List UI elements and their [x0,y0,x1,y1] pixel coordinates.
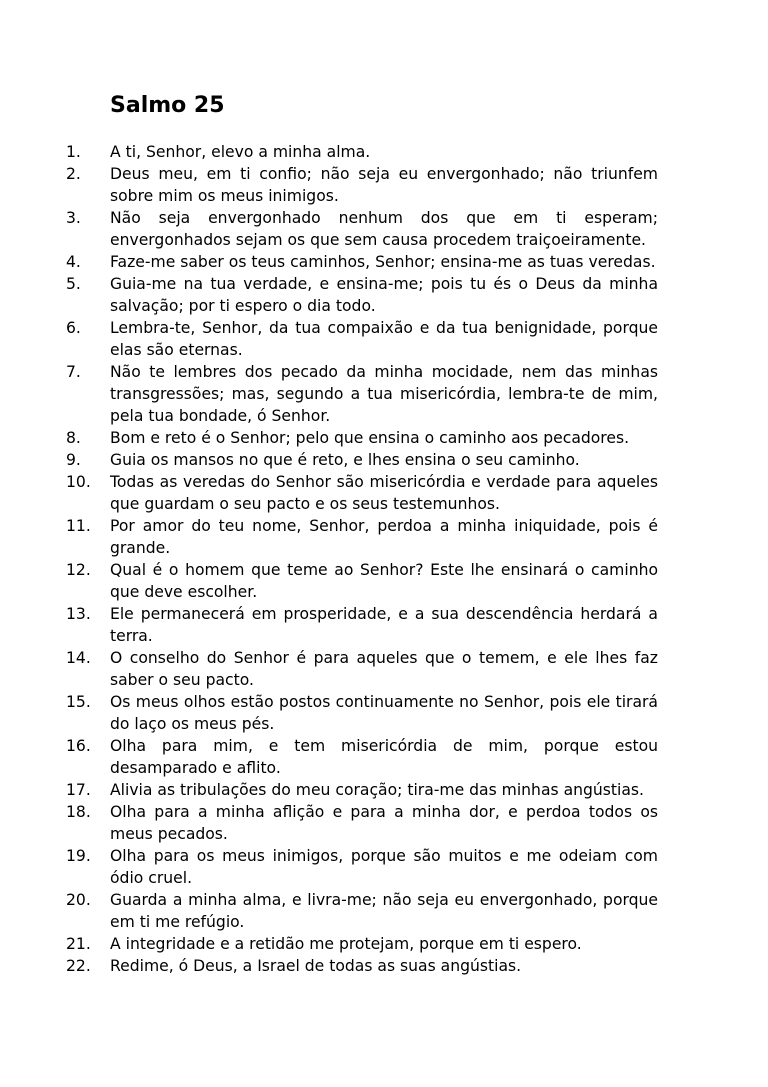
verse-text: Olha para a minha aflição e para a minha dor, e perdoa todos os meus pecados. [110,803,658,843]
verse-number: 9. [66,451,81,469]
verse-number: 20. [66,891,91,909]
verse-text: Bom e reto é o Senhor; pelo que ensina o caminho aos pecadores. [110,429,630,447]
verse-number: 18. [66,803,91,821]
verse-text: Não te lembres dos pecado da minha mocidade, nem das minhas transgressões; mas, segundo a tua misericórdia, lembra-te de mim, pela tua bondade, ó Senhor. [110,363,658,425]
verse-item [66,273,658,317]
verse-number: 12. [66,561,91,579]
verse-text: Guarda a minha alma, e livra-me; não seja eu envergonhado, porque em ti me refúgio. [110,891,658,931]
verse-number: 16. [66,737,91,755]
verse-item [66,449,658,471]
verse-text: Olha para mim, e tem misericórdia de mim, porque estou desamparado e aflito. [110,737,658,777]
verse-item [66,163,658,207]
verse-number: 21. [66,935,91,953]
verse-text: A ti, Senhor, elevo a minha alma. [110,143,371,161]
verse-item [66,141,658,163]
verse-item [66,515,658,559]
verse-text: Olha para os meus inimigos, porque são muitos e me odeiam com ódio cruel. [110,847,658,887]
verse-number: 15. [66,693,91,711]
verse-text: Deus meu, em ti confio; não seja eu envergonhado; não triunfem sobre mim os meus inimigos. [110,165,658,205]
verse-text: Alivia as tribulações do meu coração; tira-me das minhas angústias. [110,781,645,799]
verse-item [66,471,658,515]
verse-text: Os meus olhos estão postos continuamente no Senhor, pois ele tirará do laço os meus pés. [110,693,658,733]
verse-list [66,141,658,977]
verse-number: 2. [66,165,81,183]
verse-number: 8. [66,429,81,447]
verse-number: 17. [66,781,91,799]
verse-text: A integridade e a retidão me protejam, porque em ti espero. [110,935,582,953]
verse-item [66,647,658,691]
verse-text: Todas as veredas do Senhor são misericórdia e verdade para aqueles que guardam o seu pacto e os seus testemunhos. [110,473,658,513]
verse-item [66,559,658,603]
verse-item [66,427,658,449]
verse-number: 5. [66,275,81,293]
verse-item [66,691,658,735]
verse-number: 1. [66,143,81,161]
verse-text: O conselho do Senhor é para aqueles que o temem, e ele lhes faz saber o seu pacto. [110,649,658,689]
verse-item [66,845,658,889]
page-title: Salmo 25 [110,93,225,118]
verse-number: 13. [66,605,91,623]
verse-number: 14. [66,649,91,667]
verse-item [66,317,658,361]
verse-text: Qual é o homem que teme ao Senhor? Este lhe ensinará o caminho que deve escolher. [110,561,658,601]
verse-text: Guia-me na tua verdade, e ensina-me; pois tu és o Deus da minha salvação; por ti espero o dia todo. [110,275,658,315]
verse-item [66,889,658,933]
verse-text: Por amor do teu nome, Senhor, perdoa a minha iniquidade, pois é grande. [110,517,658,557]
verse-number: 4. [66,253,81,271]
verse-number: 11. [66,517,91,535]
verse-text: Faze-me saber os teus caminhos, Senhor; ensina-me as tuas veredas. [110,253,656,271]
verse-item [66,603,658,647]
verse-item [66,251,658,273]
verse-number: 19. [66,847,91,865]
verse-text: Ele permanecerá em prosperidade, e a sua descendência herdará a terra. [110,605,658,645]
verse-item [66,207,658,251]
verse-item [66,801,658,845]
verse-number: 7. [66,363,81,381]
verse-number: 3. [66,209,81,227]
verse-item [66,933,658,955]
verse-number: 10. [66,473,91,491]
verse-item [66,735,658,779]
verse-text: Guia os mansos no que é reto, e lhes ensina o seu caminho. [110,451,580,469]
verse-text: Redime, ó Deus, a Israel de todas as suas angústias. [110,957,522,975]
verse-number: 22. [66,957,91,975]
verse-item [66,361,658,427]
verse-number: 6. [66,319,81,337]
verse-item [66,779,658,801]
verse-item [66,955,658,977]
verse-text: Não seja envergonhado nenhum dos que em ti esperam; envergonhados sejam os que sem causa procedem traiçoeiramente. [110,209,658,249]
verse-text: Lembra-te, Senhor, da tua compaixão e da tua benignidade, porque elas são eternas. [110,319,658,359]
